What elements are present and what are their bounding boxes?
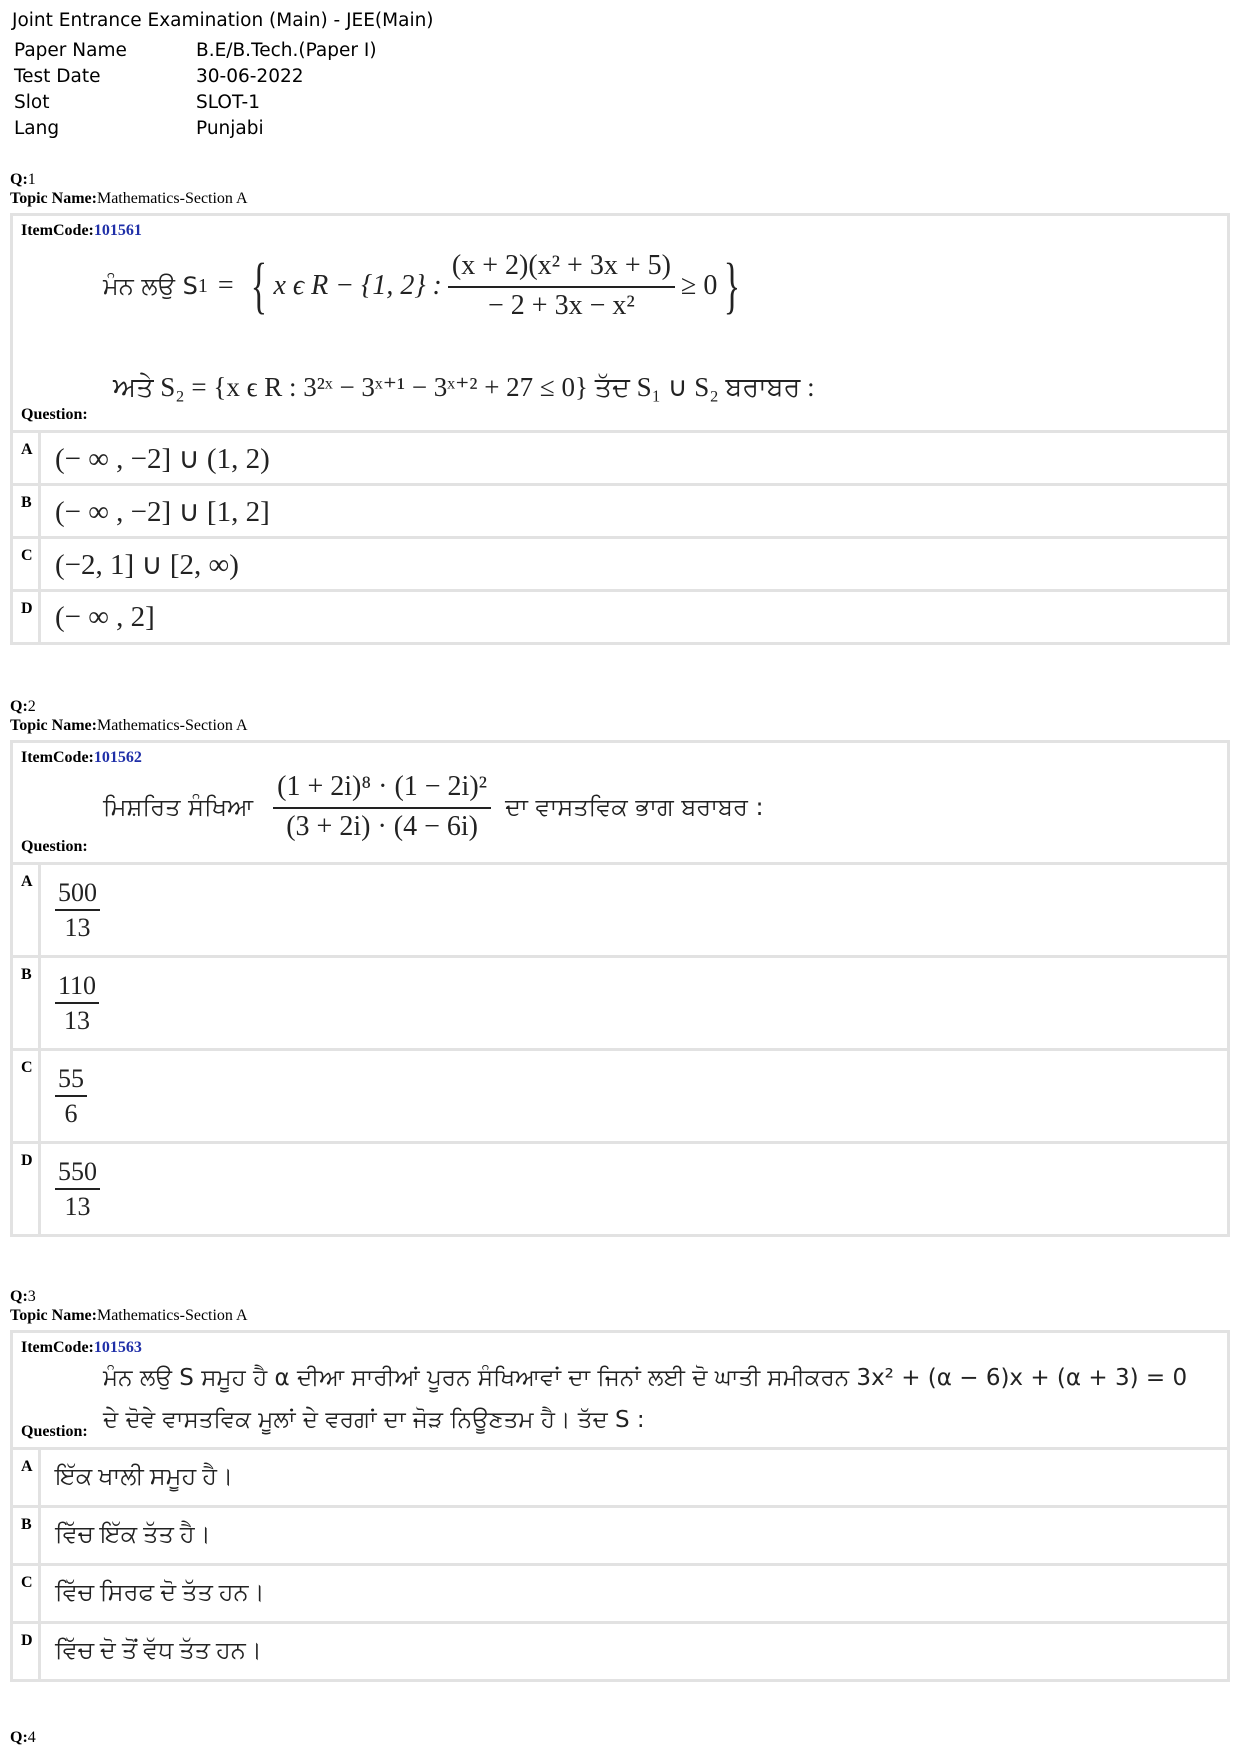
exam-title: Joint Entrance Examination (Main) - JEE(Main) xyxy=(12,10,434,31)
meta-row-slot xyxy=(12,89,434,115)
option-b[interactable]: B ਵਿੱਚ ਇੱਕ ਤੱਤ ਹੈ। xyxy=(13,1505,1227,1563)
item-code: ItemCode:101563 xyxy=(21,1339,142,1356)
item-code: ItemCode:101561 xyxy=(21,222,142,239)
paper-header xyxy=(12,10,434,141)
option-d[interactable]: D ਵਿੱਚ ਦੋ ਤੋਂ ਵੱਧ ਤੱਤ ਹਨ। xyxy=(13,1621,1227,1679)
stem-text: ਮੰਨ ਲਉ S ਸਮੂਹ ਹੈ α ਦੀਆ ਸਾਰੀਆਂ ਪੂਰਨ ਸੰਖਿਆਵਾਂ ਦਾ ਜਿਨਾਂ ਲਈ ਦੋ ਘਾਤੀ ਸਮੀਕਰਨ 3x² + (α − 6)x + (α + 3) = 0 ਦੇ ਦੋਵੇ ਵਾਸਤਵਿਕ ਮੂਲਾਂ ਦੇ ਵਰਗਾਂ ਦਾ ਜੋੜ ਨਿਊਣਤਮ ਹੈ। ਤੱਦ S : xyxy=(103,1365,1188,1433)
option-a[interactable]: A (− ∞ , −2] ∪ (1, 2) xyxy=(13,430,1227,483)
meta-row-paper xyxy=(12,37,434,63)
option-c[interactable]: C (−2, 1] ∪ [2, ∞) xyxy=(13,536,1227,589)
topic-name: Topic Name:Mathematics-Section A xyxy=(10,190,248,207)
option-a[interactable]: A $\frac{500}{13}$ xyxy=(13,862,1227,955)
item-code: ItemCode:101562 xyxy=(21,749,142,766)
stem-fraction: $\frac{\text{(x + 2)(x² + 3x + 5)}}{\text{− 2 + 3x − x²}}$ xyxy=(448,248,675,324)
question-label: Question: xyxy=(21,1423,88,1440)
stem-line-1: ਮੰਨ ਲਉ S 1 = { x ϵ R − {1, 2} : $\frac{\text{(x + 2)(x² + 3x + 5)}}{\text{− 2 + 3x − x²}}$ ≥ 0 } xyxy=(103,248,747,324)
topic-name: Topic Name:Mathematics-Section A xyxy=(10,1307,248,1324)
meta-value: 30-06-2022 xyxy=(196,65,304,87)
question-number: Q:2 xyxy=(10,698,36,715)
question-label: Question: xyxy=(21,406,88,423)
question-4 xyxy=(10,1728,1230,1747)
option-c[interactable]: C ਵਿੱਚ ਸਿਰਫ ਦੋ ਤੱਤ ਹਨ। xyxy=(13,1563,1227,1621)
meta-key: Lang xyxy=(14,117,60,139)
meta-value: SLOT-1 xyxy=(196,91,261,113)
question-stem xyxy=(13,767,1227,862)
question-card xyxy=(10,740,1230,1237)
option-d[interactable]: D (− ∞ , 2] xyxy=(13,589,1227,642)
question-1 xyxy=(10,170,1230,645)
topic-name: Topic Name:Mathematics-Section A xyxy=(10,717,248,734)
meta-row-lang xyxy=(12,115,434,141)
question-stem xyxy=(13,1357,1227,1447)
question-card xyxy=(10,213,1230,645)
meta-value: Punjabi xyxy=(196,117,264,139)
stem-fraction: (1 + 2i)⁸ · (1 − 2i)² (3 + 2i) · (4 − 6i) xyxy=(273,769,491,845)
question-label: Question: xyxy=(21,838,88,855)
question-number: Q:1 xyxy=(10,171,36,188)
option-c[interactable]: C $\frac{55}{6}$ xyxy=(13,1048,1227,1141)
meta-key: Paper Name xyxy=(14,39,127,61)
option-b[interactable]: B (− ∞ , −2] ∪ [1, 2] xyxy=(13,483,1227,536)
meta-value: B.E/B.Tech.(Paper I) xyxy=(196,39,377,61)
question-3 xyxy=(10,1287,1230,1682)
question-2 xyxy=(10,697,1230,1237)
option-d[interactable]: D $\frac{550}{13}$ xyxy=(13,1141,1227,1234)
option-a[interactable]: A ਇੱਕ ਖਾਲੀ ਸਮੂਹ ਹੈ। xyxy=(13,1447,1227,1505)
meta-row-date xyxy=(12,63,434,89)
question-card xyxy=(10,1330,1230,1682)
option-b[interactable]: B $\frac{110}{13}$ xyxy=(13,955,1227,1048)
question-number: Q:3 xyxy=(10,1288,36,1305)
meta-key: Slot xyxy=(14,91,50,113)
question-number: Q:4 xyxy=(10,1729,36,1746)
question-stem xyxy=(13,240,1227,430)
meta-key: Test Date xyxy=(14,65,101,87)
stem-line-2: ਅਤੇ S₂ = {x ϵ R : 3²ˣ − 3ˣ⁺¹ − 3ˣ⁺² + 27 ≤ 0} ਤੱਦ S₁ ∪ S₂ ਬਰਾਬਰ : xyxy=(113,372,815,402)
stem-line: ਮਿਸ਼ਰਿਤ ਸੰਖਿਆ (1 + 2i)⁸ · (1 − 2i)² (3 + 2i) · (4 − 6i) ਦਾ ਵਾਸਤਵਿਕ ਭਾਗ ਬਰਾਬਰ : xyxy=(103,769,764,845)
